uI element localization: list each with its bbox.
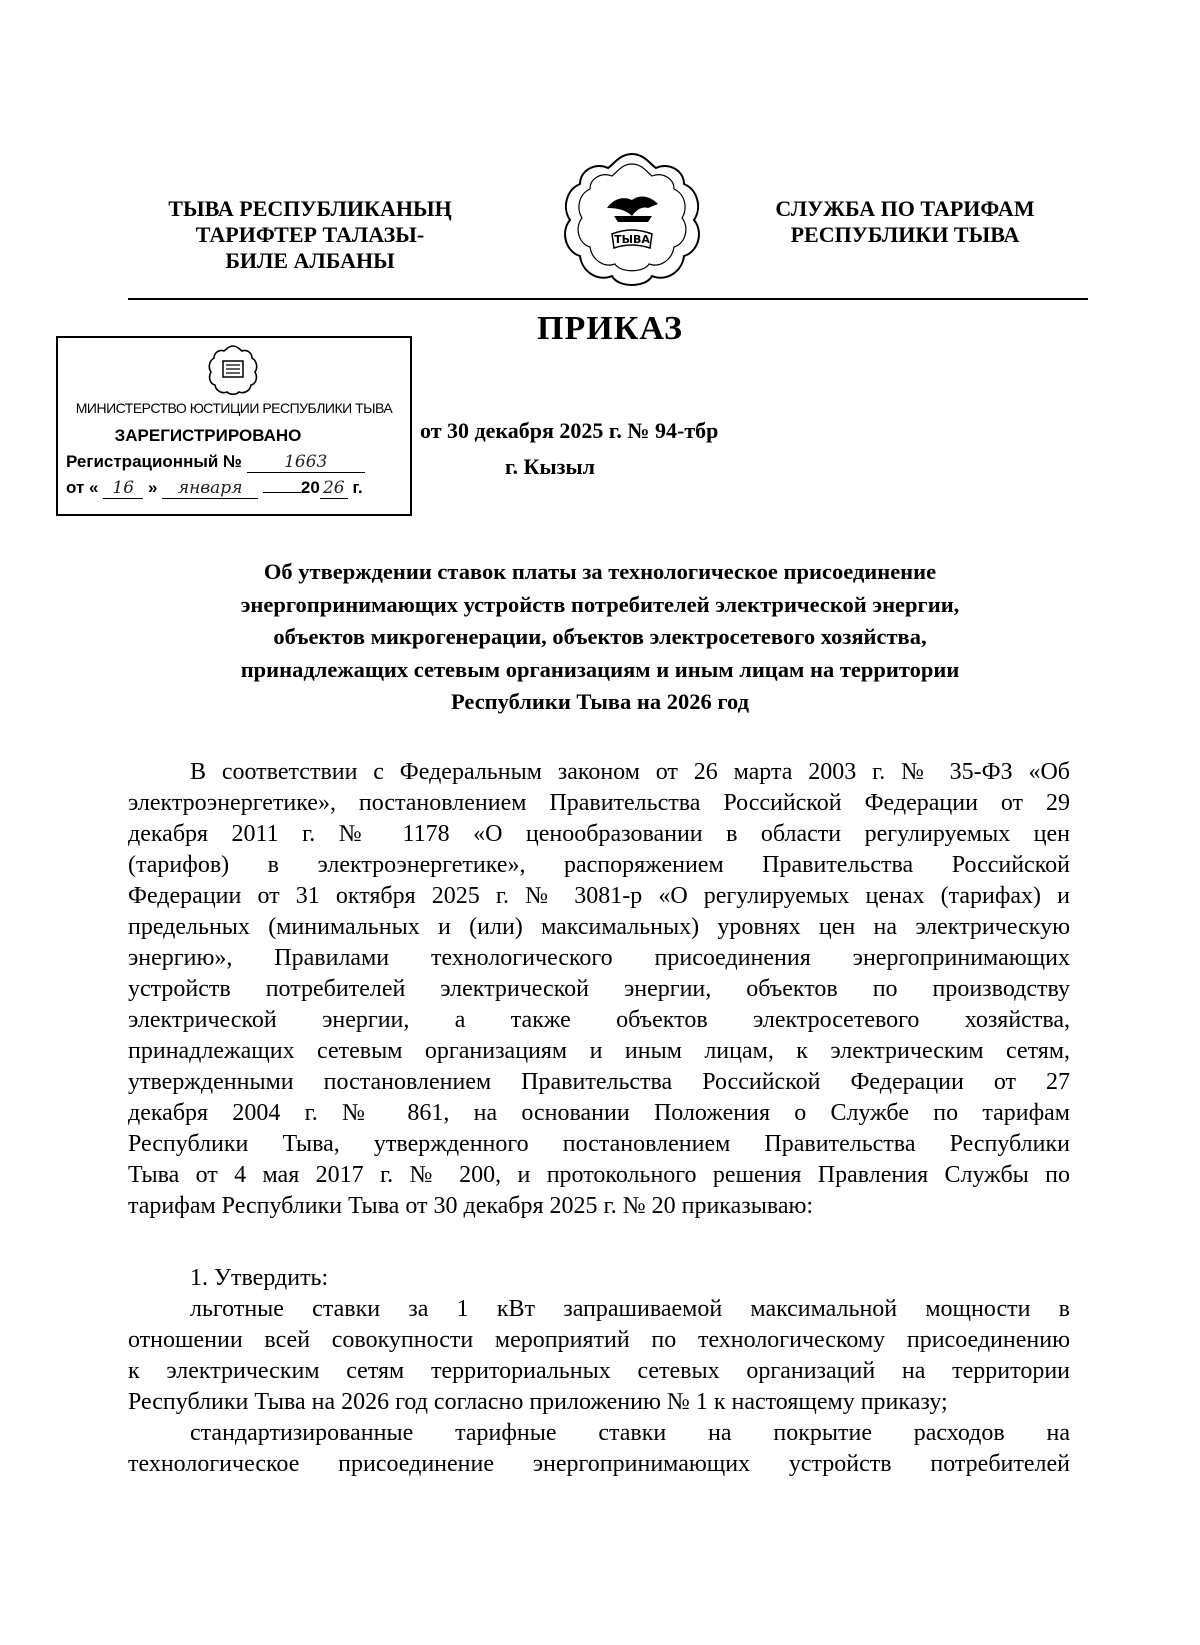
- emblem-label: ТЫВА: [614, 233, 650, 246]
- stamp-ministry: МИНИСТЕРСТВО ЮСТИЦИИ РЕСПУБЛИКИ ТЫВА: [75, 400, 393, 416]
- body-line: декабря 2004 г. № 861, на основании Положения о Службе по тарифам: [128, 1100, 1070, 1126]
- body-line: В соответствии с Федеральным законом от 26 марта 2003 г. № 35-ФЗ «Об: [190, 759, 1070, 785]
- stamp-date-row: [66, 478, 363, 499]
- body-line: электроэнергетике», постановлением Правительства Российской Федерации от 29: [128, 790, 1070, 816]
- item-1-line: технологическое присоединение энергопринимающих устройств потребителей: [128, 1451, 1070, 1477]
- stamp-date-mid: »: [147, 478, 158, 497]
- tuva-emblem-icon: [552, 146, 712, 296]
- body-line: устройств потребителей электрической энергии, объектов по производству: [128, 976, 1070, 1002]
- item-1-line: льготные ставки за 1 кВт запрашиваемой максимальной мощности в: [190, 1296, 1070, 1322]
- header-left-tuvan: [130, 196, 490, 274]
- body-line: тарифам Республики Тыва от 30 декабря 2025 г. № 20 приказываю:: [128, 1193, 814, 1219]
- body-line: Тыва от 4 мая 2017 г. № 200, и протокольного решения Правления Службы по: [128, 1162, 1070, 1188]
- header-left-line: ТАРИФТЕР ТАЛАЗЫ-: [195, 222, 425, 247]
- subject-line: принадлежащих сетевым организациям и иным лицам на территории: [240, 656, 960, 682]
- stamp-day: 16: [103, 478, 143, 499]
- stamp-year-end: г.: [352, 478, 363, 497]
- stamp-reg-number: 1663: [247, 452, 365, 473]
- stamp-date-prefix: от «: [66, 478, 99, 497]
- stamp-registered: ЗАРЕГИСТРИРОВАНО: [114, 426, 302, 445]
- stamp-month: января: [162, 478, 258, 499]
- stamp-reg-label: Регистрационный №: [66, 452, 242, 471]
- header-left-line: БИЛЕ АЛБАНЫ: [225, 248, 395, 273]
- order-date-number: от 30 декабря 2025 г. № 94-тбр: [420, 418, 719, 443]
- stamp-emblem-icon: [208, 343, 258, 395]
- header-left-line: ТЫВА РЕСПУБЛИКАНЫҢ: [168, 196, 452, 221]
- order-subject: [140, 556, 1060, 719]
- body-line: декабря 2011 г. № 1178 «О ценообразовании в области регулируемых цен: [128, 821, 1070, 847]
- registration-stamp: [56, 336, 412, 516]
- header-right-russian: [740, 196, 1070, 248]
- item-1-line: стандартизированные тарифные ставки на покрытие расходов на: [190, 1420, 1070, 1446]
- header-right-line: СЛУЖБА ПО ТАРИФАМ: [775, 196, 1035, 221]
- stamp-year-suffix: 26: [320, 478, 348, 499]
- order-title: ПРИКАЗ: [537, 310, 683, 347]
- item-1-line: Республики Тыва на 2026 год согласно приложению № 1 к настоящему приказу;: [128, 1389, 948, 1415]
- body-line: предельных (минимальных и (или) максимальных) уровнях цен на электрическую: [128, 914, 1070, 940]
- body-line: Республики Тыва, утвержденного постановлением Правительства Республики: [128, 1131, 1070, 1157]
- body-line: Федерации от 31 октября 2025 г. № 3081-р «О регулируемых ценах (тарифах) и: [128, 883, 1070, 909]
- body-line: энергию», Правилами технологического присоединения энергопринимающих: [128, 945, 1070, 971]
- header-divider: [128, 298, 1088, 300]
- body-line: электрической энергии, а также объектов электросетевого хозяйства,: [128, 1007, 1070, 1033]
- item-1-line: отношении всей совокупности мероприятий по технологическому присоединению: [128, 1327, 1070, 1353]
- body-line: (тарифов) в электроэнергетике», распоряжением Правительства Российской: [128, 852, 1070, 878]
- header-right-line: РЕСПУБЛИКИ ТЫВА: [790, 222, 1020, 247]
- subject-line: объектов микрогенерации, объектов электросетевого хозяйства,: [273, 624, 927, 649]
- order-city: г. Кызыл: [505, 454, 595, 479]
- body-line: принадлежащих сетевым организациям и иным лицам, к электрическим сетям,: [128, 1038, 1070, 1064]
- stamp-year-prefix: 20: [300, 478, 320, 497]
- stamp-reg-number-row: [66, 452, 365, 473]
- item-1-heading: 1. Утвердить:: [190, 1265, 329, 1291]
- item-1-line: к электрическим сетям территориальных сетевых организаций на территории: [128, 1358, 1070, 1384]
- body-line: утвержденными постановлением Правительства Российской Федерации от 27: [128, 1069, 1070, 1095]
- subject-line: Республики Тыва на 2026 год: [450, 689, 750, 714]
- subject-line: Об утверждении ставок платы за технологическое присоединение: [263, 559, 937, 584]
- subject-line: энергопринимающих устройств потребителей электрической энергии,: [240, 591, 960, 617]
